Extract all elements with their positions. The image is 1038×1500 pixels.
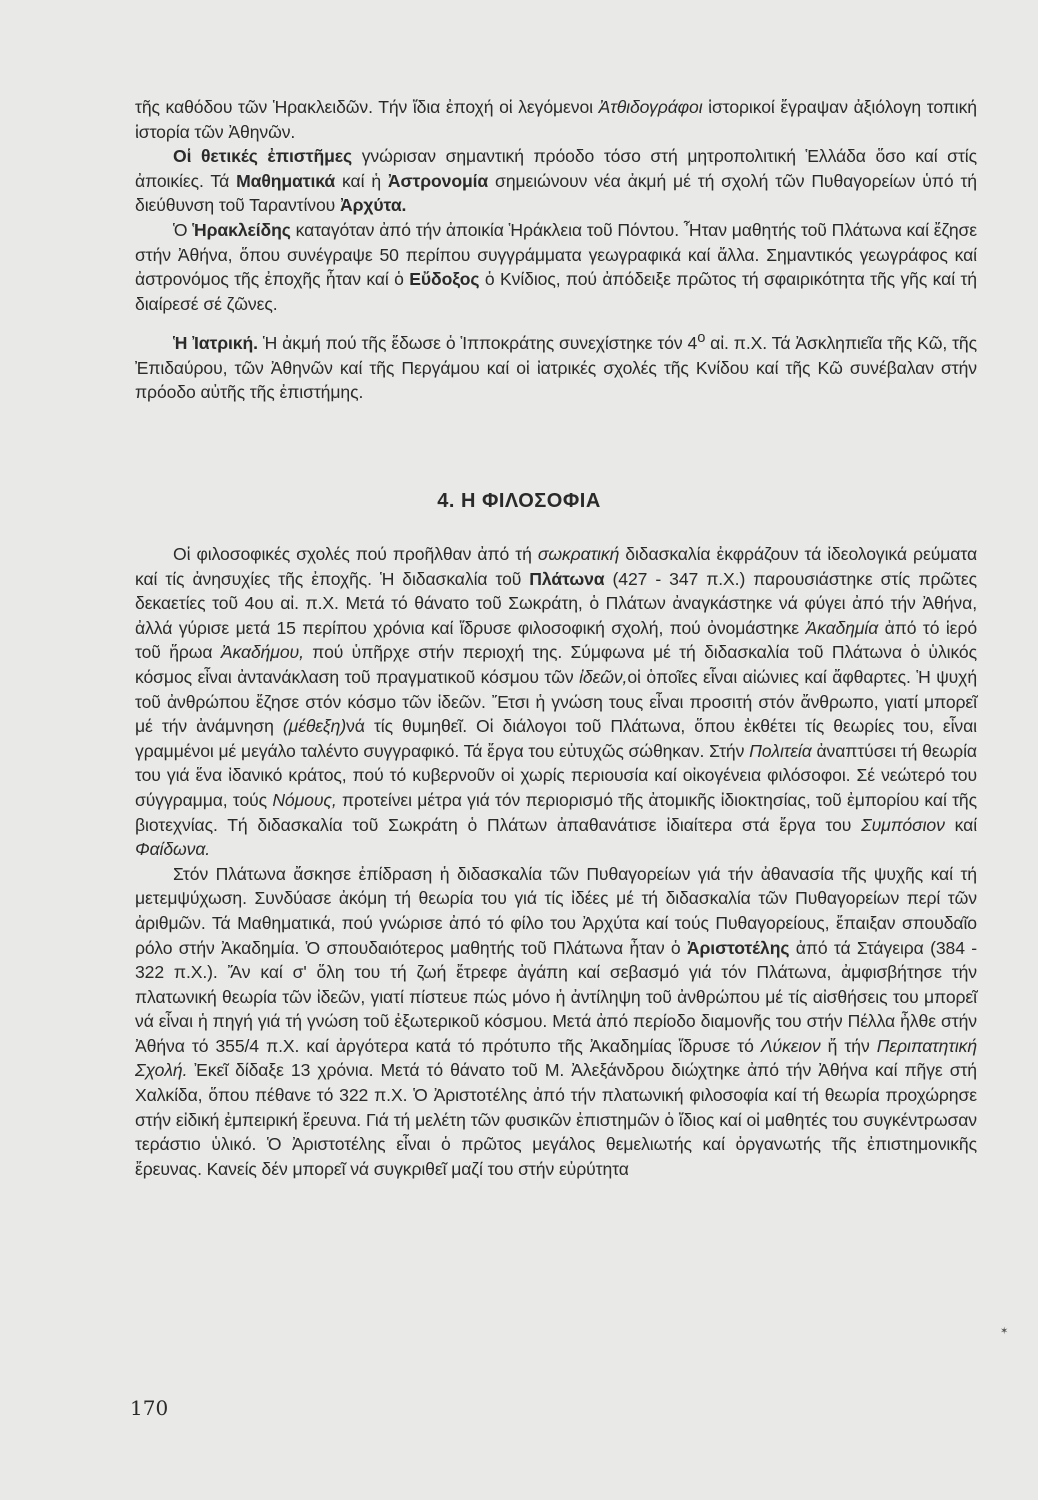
scan-speck: ✶ [1000, 1326, 1009, 1337]
page-number: 170 [130, 1396, 169, 1420]
text-run: ἀπό τό ἱερό τοῦ ἥρωα [135, 617, 977, 663]
italic-term: Περιπατητική Σχολή. [135, 1035, 977, 1081]
text-run: Ὁ [173, 219, 193, 240]
text-run: τῆς καθόδου τῶν Ἡρακλειδῶν. Τήν ἴδια ἐποχή οἱ λεγόμενοι [135, 97, 599, 117]
italic-term: Συμπόσιον [861, 814, 945, 835]
italic-term: Ἀτθιδογράφοι [598, 97, 703, 117]
italic-term: (μέθεξη) [282, 716, 347, 737]
text-run: διδασκαλία ἐκφράζουν τά ἰδεολογικά ρεύματα καί τίς ἀνησυχίες τῆς ἐποχῆς. Ἡ διδασκαλία τοῦ [135, 544, 978, 589]
text-run: Ἡ ἀκμή πού τῆς ἔδωσε ὁ Ἱπποκράτης συνεχίστηκε τόν 4 [257, 333, 698, 354]
text-run: Στόν Πλάτωνα ἄσκησε ἐπίδραση ἡ διδασκαλία τῶν Πυθαγορείων γιά τήν ἀθανασία τῆς ψυχῆς καί τή μετεμψύχωση. Συνδύασε ἀκόμη τή θεωρία του γιά τίς ἰδέες μέ τή διδασκαλία τῶν Πυθαγορείων περί τῶν ἀριθμῶν. Τά Μαθηματικά, πού γνώρισε ἀπό τό φίλο του Ἀρχύτα καί τούς Πυθαγορείους, ἔπαιξαν σπουδαῖο ρόλο στήν Ἀκαδημία. Ὁ σπουδαιότερος μαθητής τοῦ Πλάτωνα ἦταν ὁ [135, 863, 977, 958]
italic-term: Ἀκαδημία [805, 617, 879, 638]
bold-term: Οἱ θετικές ἐπιστῆμες [173, 146, 353, 167]
superscript: ο [697, 330, 706, 347]
italic-term: Νόμους, [272, 789, 337, 810]
text-run: προτείνει μέτρα γιά τόν περιορισμό τῆς ἀτομικῆς ἰδιοκτησίας, τοῦ ἐμπορίου καί τῆς βιοτεχνίας. Τή διδασκαλία τοῦ Σωκράτη ὁ Πλάτων ἀπαθανάτισε ἰδιαίτερα στά ἔργα του [135, 789, 977, 835]
text-run: οἱ ὁποῖες εἶναι αἰώνιες καί ἄφθαρτες. Ἡ ψυχή τοῦ ἀνθρώπου ἔζησε στόν κόσμο τῶν ἰδεῶν. Ἔτσι ἡ γνώση τους εἶναι προσιτή στόν ἄνθρωπο, γιατί μπορεῖ μέ τήν ἀνάμνηση [135, 666, 978, 737]
text-run: Οἱ φιλοσοφικές σχολές πού προῆλθαν ἀπό τή [173, 544, 538, 564]
italic-term: Πολιτεία [749, 740, 812, 761]
bold-term: Ἀρχύτα. [340, 195, 407, 216]
text-run: ἀναπτύσει τή θεωρία του γιά ἕνα ἰδανικό κράτος, πού τό κυβερνοῦν οἱ χωρίς περιουσία καί οἰκογένεια φιλόσοφοι. Σέ νεώτερό του σύγγραμμα, τούς [135, 740, 977, 810]
bold-term: Ἡ Ἰατρική. [173, 333, 258, 354]
text-run: νά τίς θυμηθεῖ. Οἱ διάλογοι τοῦ Πλάτωνα, ὅπου ἐκθέτει τίς θεωρίες του, εἶναι γραμμένοι μέ μεγάλο ταλέντο συγγραφικό. Τά ἔργα του εὐτυχῶς σώθηκαν. Στήν [135, 716, 977, 761]
bold-term: Πλάτωνα [529, 568, 605, 589]
paragraph [135, 862, 977, 1182]
italic-term: Φαίδωνα. [135, 839, 211, 860]
section-text-philosophy [135, 542, 977, 1181]
section-heading: 4. Η ΦΙΛΟΣΟΦΙΑ [437, 490, 601, 512]
paragraph [135, 95, 977, 144]
section-text-upper [135, 95, 977, 405]
text-run: ἱστορικοί ἔγραψαν ἀξιόλογη τοπική ἱστορία τῶν Ἀθηνῶν. [135, 97, 977, 142]
text-run: ἀπό τά Στάγειρα (384 - 322 π.Χ.). Ἄν καί σ' ὅλη του τή ζωή ἔτρεφε ἀγάπη καί σεβασμό γιά τόν Πλάτωνα, ἀμφισβήτησε τήν πλατωνική θεωρία τῶν ἰδεῶν, γιατί πίστευε πώς μόνο ἡ ἀντίληψη τοῦ ἀνθρώπου μέ τίς αἰσθήσεις του μπορεῖ νά εἶναι ἡ πηγή γιά τή γνώση τοῦ ἐξωτερικοῦ κόσμου. Μετά ἀπό περίοδο διαμονῆς του στήν Πέλλα ἦλθε στήν Ἀθήνα τό 355/4 π.Χ. καί ἀργότερα κατά τό πρότυπο τῆς Ἀκαδημίας ἵδρυσε τό [135, 937, 977, 1056]
italic-term: ἰδεῶν, [579, 666, 628, 687]
text-run: πού ὑπῆρχε στήν περιοχή της. Σύμφωνα μέ τή διδασκαλία τοῦ Πλάτωνα ὁ ὑλικός κόσμος εἶναι ἀντανάκλαση τοῦ πραγματικοῦ κόσμου τῶν [135, 642, 977, 687]
italic-term: Ἀκαδήμου, [220, 642, 304, 663]
paragraph [135, 144, 977, 218]
text-run: καταγόταν ἀπό τήν ἀποικία Ἡράκλεια τοῦ Πόντου. Ἦταν μαθητής τοῦ Πλάτωνα καί ἔζησε στήν Ἀθήνα, ὅπου συνέγραψε 50 περίπου συγγράμματα γεωγραφικά καί ἄλλα. Σημαντικός γεωγράφος καί ἀστρονόμος τῆς ἐποχῆς ἦταν καί ὁ [135, 219, 978, 290]
paragraph [135, 542, 977, 862]
bold-term: Μαθηματικά [236, 170, 336, 191]
paragraph [135, 326, 977, 405]
text-run: ὁ Κνίδιος, πού ἀπόδειξε πρῶτος τή σφαιρικότητα τῆς γῆς καί τή διαίρεσέ σέ ζῶνες. [135, 269, 977, 314]
text-run: (427 - 347 π.Χ.) παρουσιάστηκε στίς πρῶτες δεκαετίες τοῦ 4ου αἰ. π.Χ. Μετά τό θάνατο τοῦ Σωκράτη, ὁ Πλάτων ἀναγκάστηκε νά φύγει ἀπό τήν Ἀθήνα, ἀλλά γύρισε μετά 15 περίπου χρόνια καί ἵδρυσε φιλοσοφική σχολή, πού ὀνομάστηκε [135, 568, 977, 638]
text-run: ἤ τήν [820, 1035, 877, 1056]
paragraph [135, 218, 977, 316]
bold-term: Ἀστρονομία [387, 170, 489, 191]
text-run: Ἐκεῖ δίδαξε 13 χρόνια. Μετά τό θάνατο τοῦ Μ. Ἀλεξάνδρου διώχτηκε ἀπό τήν Ἀθήνα καί πῆγε στή Χαλκίδα, ὅπου πέθανε τό 322 π.Χ. Ὁ Ἀριστοτέλης ἀπό τήν πλατωνική φιλοσοφία καί τή θεωρία προχώρησε στήν εἰδική ἐμπειρική ἔρευνα. Γιά τή μελέτη τῶν φυσικῶν ἐπιστημῶν ὁ ἴδιος καί οἱ μαθητές του συγκέντρωσαν τεράστιο ὑλικό. Ὁ Ἀριστοτέλης εἶναι ὁ πρῶτος μεγάλος θεμελιωτής καί ὀργανωτής τῆς ἐπιστημονικῆς ἔρευνας. Κανείς δέν μπορεῖ νά συγκριθεῖ μαζί του στήν εὐρύτητα [135, 1060, 977, 1179]
text-run: γνώρισαν σημαντική πρόοδο τόσο στή μητροπολιτική Ἑλλάδα ὅσο καί στίς ἀποικίες. Τά [135, 146, 977, 191]
text-run: καί ἡ [335, 170, 388, 191]
italic-term: Λύκειον [760, 1035, 821, 1056]
bold-term: Εὔδοξος [409, 269, 480, 290]
text-run: σημειώνουν νέα ἀκμή μέ τή σχολή τῶν Πυθαγορείων ὑπό τή διεύθυνση τοῦ Ταραντίνου [135, 170, 977, 216]
text-run: καί [944, 814, 977, 835]
italic-term: σωκρατική [537, 544, 620, 564]
bold-term: Ἀριστοτέλης [686, 937, 790, 958]
text-run: αἰ. π.Χ. Τά Ἀσκληπιεῖα τῆς Κῶ, τῆς Ἐπιδαύρου, τῶν Ἀθηνῶν καί τῆς Περγάμου καί οἱ ἰατρικές σχολές τῆς Κνίδου καί τῆς Κῶ συνέβαλαν στήν πρόοδο αὐτῆς τῆς ἐπιστήμης. [135, 333, 977, 403]
bold-term: Ἡρακλείδης [192, 219, 291, 240]
